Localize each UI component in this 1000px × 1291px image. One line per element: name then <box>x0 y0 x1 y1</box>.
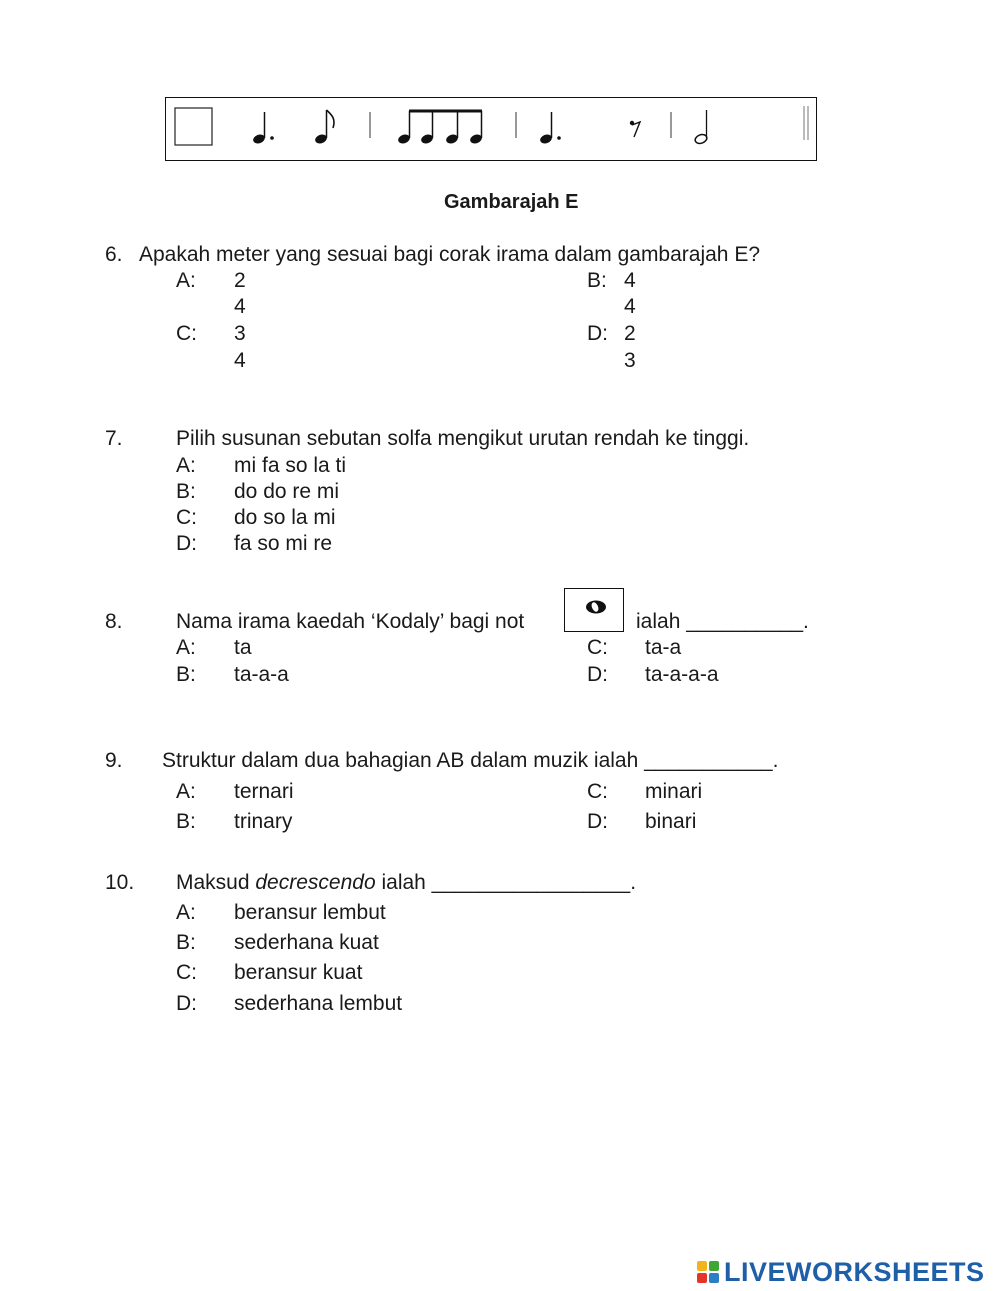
q9-option-b-letter: B: <box>176 810 196 833</box>
logo-square-icon <box>709 1261 719 1271</box>
q9-question: Struktur dalam dua bahagian AB dalam muzik ialah ___________. <box>162 749 779 772</box>
q10-option-d-letter: D: <box>176 992 197 1015</box>
q9-option-a-text: ternari <box>234 780 294 803</box>
rhythm-figure <box>165 97 817 161</box>
logo-mark-icon <box>697 1261 719 1283</box>
q6-option-b-top: 4 <box>624 269 636 292</box>
q10-option-a-text: beransur lembut <box>234 901 386 924</box>
q9-option-d-letter: D: <box>587 810 608 833</box>
q8-question-after: ialah __________. <box>636 610 809 633</box>
q8-option-c-letter: C: <box>587 636 608 659</box>
q9-option-c-letter: C: <box>587 780 608 803</box>
q9-option-b-text: trinary <box>234 810 293 833</box>
q10-question-term: decrescendo <box>255 871 376 894</box>
q10-option-c-text: beransur kuat <box>234 961 363 984</box>
q10-option-c-letter: C: <box>176 961 197 984</box>
q7-option-b-letter: B: <box>176 480 196 503</box>
q8-option-b-text: ta-a-a <box>234 663 289 686</box>
logo-square-icon <box>697 1261 707 1271</box>
q6-option-c-top: 3 <box>234 322 246 345</box>
q8-option-a-letter: A: <box>176 636 196 659</box>
q9-option-a-letter: A: <box>176 780 196 803</box>
q7-option-d-letter: D: <box>176 532 197 555</box>
q8-option-b-letter: B: <box>176 663 196 686</box>
q7-option-a-letter: A: <box>176 454 196 477</box>
q10-option-a-letter: A: <box>176 901 196 924</box>
q10-question <box>176 872 636 893</box>
q6-option-c-letter: C: <box>176 322 197 345</box>
q7-question: Pilih susunan sebutan solfa mengikut urutan rendah ke tinggi. <box>176 427 750 450</box>
q10-option-b-text: sederhana kuat <box>234 931 379 954</box>
logo-text: LIVEWORKSHEETS <box>724 1256 985 1287</box>
figure-caption: Gambarajah E <box>444 191 579 213</box>
q6-number: 6. <box>105 243 123 266</box>
q6-option-d-letter: D: <box>587 322 608 345</box>
q8-option-c-text: ta-a <box>645 636 682 659</box>
q6-question: Apakah meter yang sesuai bagi corak irama dalam gambarajah E? <box>139 243 761 266</box>
q9-option-d-text: binari <box>645 810 697 833</box>
q9-number: 9. <box>105 749 123 772</box>
q6-option-d-bottom: 3 <box>624 349 636 372</box>
q8-question-before: Nama irama kaedah ‘Kodaly’ bagi not <box>176 610 525 633</box>
q8-number: 8. <box>105 610 123 633</box>
q10-option-b-letter: B: <box>176 931 196 954</box>
q7-option-d-text: fa so mi re <box>234 532 333 555</box>
q8-note-box <box>564 588 624 632</box>
q10-option-d-text: sederhana lembut <box>234 992 403 1015</box>
liveworksheets-logo[interactable] <box>697 1258 985 1286</box>
q7-option-a-text: mi fa so la ti <box>234 454 347 477</box>
q6-option-c-bottom: 4 <box>234 349 246 372</box>
logo-square-icon <box>697 1273 707 1283</box>
q6-option-a-letter: A: <box>176 269 196 292</box>
q7-option-c-text: do so la mi <box>234 506 336 529</box>
q6-option-b-bottom: 4 <box>624 295 636 318</box>
q8-option-a-text: ta <box>234 636 252 659</box>
q10-question-before: Maksud <box>176 871 250 894</box>
q10-number: 10. <box>105 871 135 894</box>
q6-option-a-bottom: 4 <box>234 295 246 318</box>
q7-option-c-letter: C: <box>176 506 197 529</box>
q7-option-b-text: do do re mi <box>234 480 340 503</box>
logo-square-icon <box>709 1273 719 1283</box>
rhythm-notation-icon <box>166 98 818 162</box>
q8-option-d-text: ta-a-a-a <box>645 663 719 686</box>
q6-option-a-top: 2 <box>234 269 246 292</box>
q7-number: 7. <box>105 427 123 450</box>
q10-question-after: ialah _________________. <box>381 871 637 894</box>
q6-option-b-letter: B: <box>587 269 607 292</box>
q8-option-d-letter: D: <box>587 663 608 686</box>
q9-option-c-text: minari <box>645 780 703 803</box>
q6-option-d-top: 2 <box>624 322 636 345</box>
whole-note-icon <box>565 589 625 633</box>
